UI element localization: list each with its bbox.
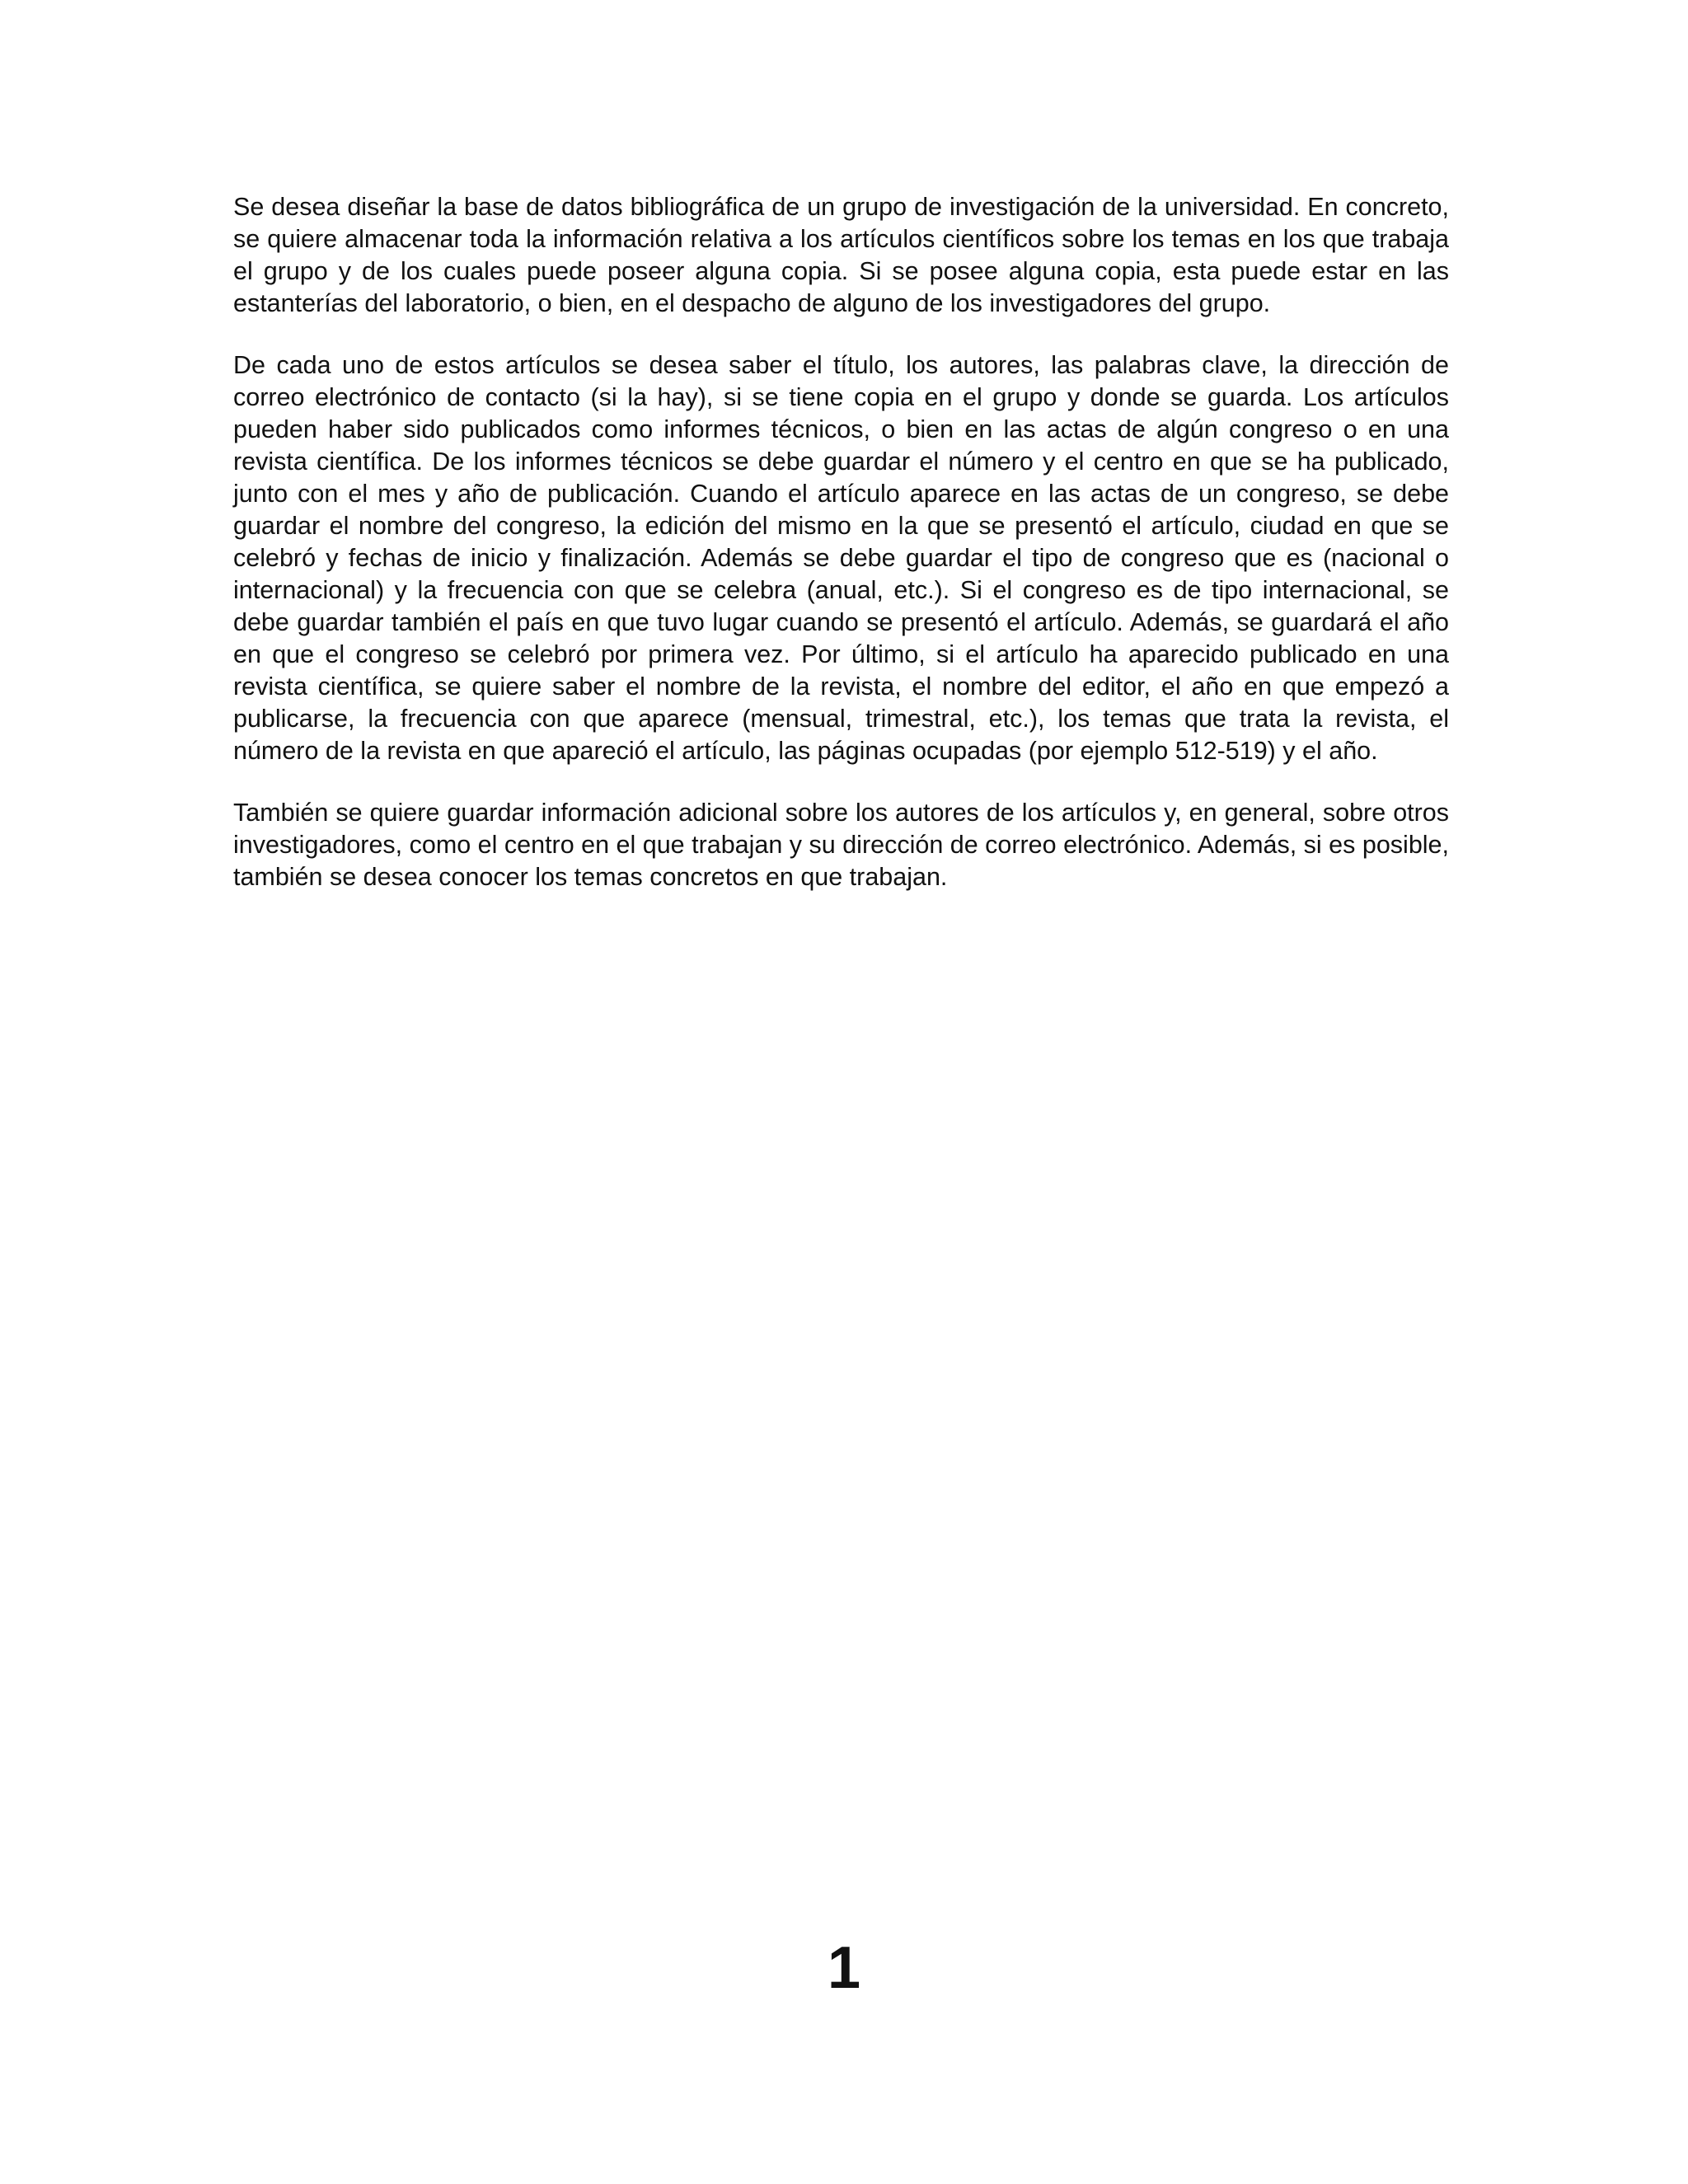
page-number: 1 — [827, 1935, 861, 2001]
body-text — [233, 191, 1449, 923]
paragraph-authors: También se quiere guardar información adicional sobre los autores de los artículos y, en general, sobre otros investigadores, como el centro en el que trabajan y su dirección de correo electrónico. Además, si es posible, también se desea conocer los temas concretos en que trabajan. — [233, 799, 1449, 891]
paragraph-articles: De cada uno de estos artículos se desea saber el título, los autores, las palabras clave, la dirección de correo electrónico de contacto (si la hay), si se tiene copia en el grupo y donde se guarda. Los artículos pueden haber sido publicados como informes técnicos, o bien en las actas de algún congreso o en una revista científica. De los informes técnicos se debe guardar el número y el centro en que se ha publicado, junto con el mes y año de publicación. Cuando el artículo aparece en las actas de un congreso, se debe guardar el nombre del congreso, la edición del mismo en la que se presentó el artículo, ciudad en que se celebró y fechas de inicio y finalización. Además se debe guardar el tipo de congreso que es (nacional o internacional) y la frecuencia con que se celebra (anual, etc.). Si el congreso es de tipo internacional, se debe guardar también el país en que tuvo lugar cuando se presentó el artículo. Además, se guardará el año en que el congreso se celebró por primera vez. Por último, si el artículo ha aparecido publicado en una revista científica, se quiere saber el nombre de la revista, el nombre del editor, el año en que empezó a publicarse, la frecuencia con que aparece (mensual, trimestral, etc.), los temas que trata la revista, el número de la revista en que apareció el artículo, las páginas ocupadas (por ejemplo 512-519) y el año. — [233, 351, 1449, 765]
paragraph-intro: Se desea diseñar la base de datos bibliográfica de un grupo de investigación de la universidad. En concreto, se quiere almacenar toda la información relativa a los artículos científicos sobre los temas en los que trabaja el grupo y de los cuales puede poseer alguna copia. Si se posee alguna copia, esta puede estar en las estanterías del laboratorio, o bien, en el despacho de alguno de los investigadores del grupo. — [233, 193, 1449, 317]
